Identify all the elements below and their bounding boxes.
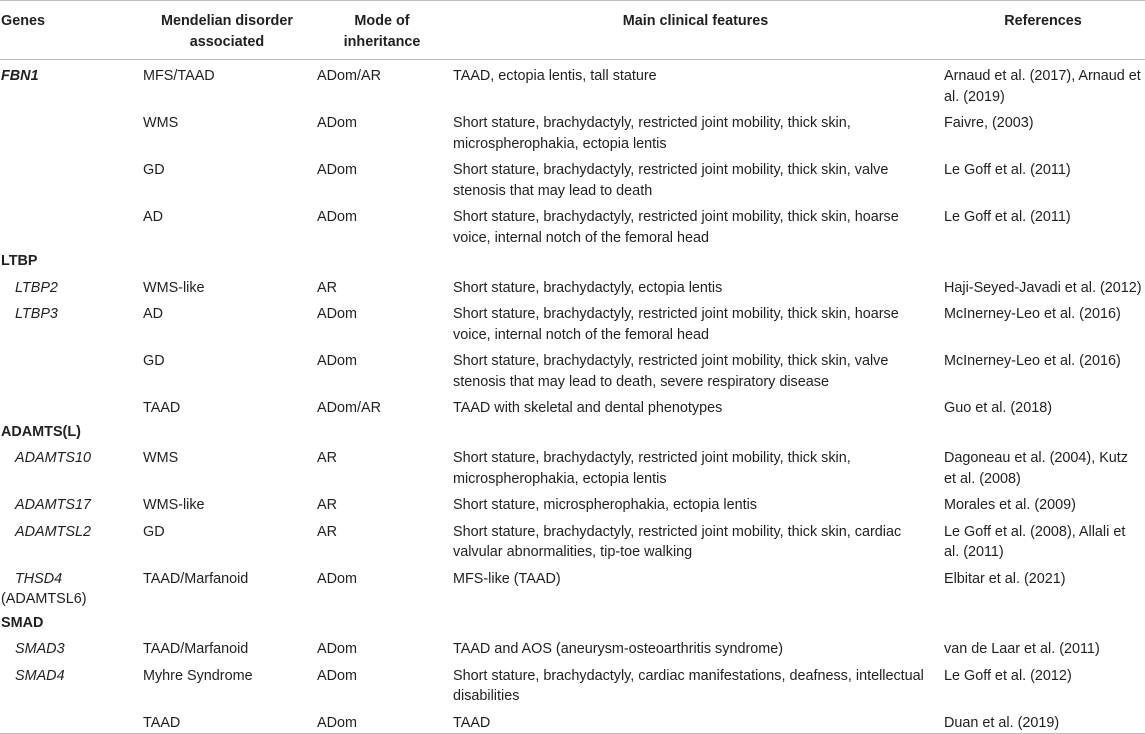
- disorder-cell: AD: [143, 306, 163, 322]
- table-row: [0, 660, 1145, 707]
- gene-cell: [0, 392, 140, 419]
- table-row: [0, 392, 1145, 419]
- disorder-cell: GD: [143, 162, 165, 178]
- reference-cell: Duan et al. (2019): [944, 714, 1060, 731]
- mode-cell: ADom: [317, 667, 357, 684]
- mode-cell: ADom/AR: [317, 400, 381, 416]
- reference-cell: Morales et al. (2009): [944, 497, 1076, 513]
- reference-cell: Le Goff et al. (2011): [944, 162, 1071, 178]
- features-cell: Short stature, brachydactyly, restricted joint mobility, thick skin, microspherophakia, ectopia lentis: [453, 450, 851, 487]
- reference-cell: Faivre, (2003): [944, 115, 1034, 131]
- gene-alias: (ADAMTSL6): [1, 591, 87, 607]
- reference-cell: Arnaud et al. (2017), Arnaud et al. (2019): [944, 68, 1141, 105]
- features-cell: Short stature, brachydactyly, restricted joint mobility, thick skin, hoarse voice, internal notch of the femoral head: [453, 209, 899, 246]
- group-row: [0, 610, 1145, 634]
- mode-cell: AR: [317, 279, 337, 296]
- disorder-cell: WMS: [143, 115, 179, 131]
- features-cell: TAAD, ectopia lentis, tall stature: [453, 68, 657, 84]
- disorder-cell: AD: [143, 209, 163, 225]
- col-header-features: Main clinical features: [622, 13, 769, 29]
- disorder-cell: WMS: [143, 450, 179, 466]
- disorder-cell: TAAD: [143, 714, 181, 731]
- reference-cell: Guo et al. (2018): [944, 400, 1052, 416]
- gene-cell: SMAD3: [15, 641, 65, 657]
- mode-cell: ADom/AR: [317, 68, 381, 84]
- col-header-references: References: [1004, 13, 1082, 29]
- mode-cell: ADom: [317, 714, 357, 731]
- table-row: [0, 60, 1145, 108]
- col-header-genes: Genes: [1, 13, 45, 29]
- table-row: [0, 345, 1145, 392]
- reference-cell: McInerney-Leo et al. (2016): [944, 306, 1121, 322]
- features-cell: Short stature, brachydactyly, ectopia lentis: [453, 279, 723, 296]
- col-header-disorder-line1: Mendelian disorder: [161, 13, 293, 29]
- disorder-cell: TAAD/Marfanoid: [143, 570, 249, 587]
- gene-cell: SMAD4: [15, 667, 65, 684]
- reference-cell: Le Goff et al. (2011): [944, 209, 1071, 225]
- table-row: [0, 201, 1145, 248]
- col-header-mode: [314, 1, 450, 60]
- features-cell: TAAD with skeletal and dental phenotypes: [453, 400, 723, 416]
- mode-cell: ADom: [317, 115, 357, 131]
- mode-cell: ADom: [317, 641, 357, 657]
- reference-cell: van de Laar et al. (2011): [944, 641, 1100, 657]
- mode-cell: ADom: [317, 353, 357, 369]
- features-cell: TAAD: [453, 714, 491, 731]
- col-header-disorder: [140, 1, 314, 60]
- disorder-cell: GD: [143, 353, 165, 369]
- gene-cell: ADAMTSL2: [15, 523, 91, 540]
- disorder-cell: Myhre Syndrome: [143, 667, 253, 684]
- group-label: ADAMTS(L): [1, 423, 81, 440]
- gene-cell: ADAMTS17: [15, 497, 91, 513]
- features-cell: Short stature, brachydactyly, restricted joint mobility, thick skin, cardiac valvular abnormalities, tip-toe walking: [453, 523, 902, 560]
- disorder-cell: MFS/TAAD: [143, 68, 215, 84]
- table-row: [0, 707, 1145, 734]
- disorder-cell: TAAD/Marfanoid: [143, 641, 249, 657]
- gene-name: THSD4: [15, 570, 63, 587]
- group-row: [0, 248, 1145, 272]
- features-cell: Short stature, microspherophakia, ectopia lentis: [453, 497, 757, 513]
- features-cell: TAAD and AOS (aneurysm-osteoarthritis syndrome): [453, 641, 784, 657]
- col-header-mode-line1: Mode of: [354, 13, 410, 29]
- reference-cell: Elbitar et al. (2021): [944, 570, 1066, 587]
- table-row: [0, 489, 1145, 516]
- mode-cell: AR: [317, 450, 337, 466]
- features-cell: Short stature, brachydactyly, restricted joint mobility, thick skin, valve stenosis that may lead to death, severe respiratory disease: [453, 353, 889, 390]
- features-cell: MFS-like (TAAD): [453, 570, 561, 587]
- table-row: [0, 516, 1145, 563]
- table-row: [0, 272, 1145, 299]
- gene-cell: [0, 563, 140, 610]
- gene-cell: [0, 345, 140, 392]
- group-label: SMAD: [1, 614, 44, 631]
- col-header-mode-line2: inheritance: [343, 34, 421, 50]
- disorder-cell: TAAD: [143, 400, 181, 416]
- gene-cell: ADAMTS10: [15, 450, 91, 466]
- gene-cell: [0, 154, 140, 201]
- mode-cell: ADom: [317, 209, 357, 225]
- reference-cell: Haji-Seyed-Javadi et al. (2012): [944, 279, 1142, 296]
- group-label: LTBP: [1, 253, 38, 269]
- features-cell: Short stature, brachydactyly, restricted joint mobility, thick skin, hoarse voice, internal notch of the femoral head: [453, 306, 899, 343]
- features-cell: Short stature, brachydactyly, restricted joint mobility, thick skin, valve stenosis that may lead to death: [453, 162, 889, 199]
- disorder-cell: WMS-like: [143, 279, 205, 296]
- mode-cell: AR: [317, 497, 337, 513]
- gene-cell: LTBP2: [15, 279, 58, 296]
- gene-cell: [0, 707, 140, 734]
- table-row: [0, 563, 1145, 610]
- table-row: [0, 298, 1145, 345]
- table-header: [0, 1, 1145, 60]
- gene-cell: LTBP3: [15, 306, 58, 322]
- disorder-cell: GD: [143, 523, 165, 540]
- mode-cell: AR: [317, 523, 337, 540]
- header-row: [0, 1, 1145, 60]
- col-header-disorder-line2: associated: [189, 34, 265, 50]
- gene-name: FBN1: [1, 68, 39, 84]
- reference-cell: McInerney-Leo et al. (2016): [944, 353, 1121, 369]
- table-row: [0, 154, 1145, 201]
- mode-cell: ADom: [317, 570, 357, 587]
- gene-cell: [0, 201, 140, 248]
- features-cell: Short stature, brachydactyly, cardiac manifestations, deafness, intellectual disabilities: [453, 667, 924, 704]
- table-row: [0, 442, 1145, 489]
- gene-cell: [0, 107, 140, 154]
- group-row: [0, 419, 1145, 443]
- table-row: [0, 633, 1145, 660]
- reference-cell: Le Goff et al. (2012): [944, 667, 1072, 684]
- features-cell: Short stature, brachydactyly, restricted joint mobility, thick skin, microspherophakia, ectopia lentis: [453, 115, 851, 152]
- table-row: [0, 107, 1145, 154]
- mode-cell: ADom: [317, 306, 357, 322]
- mode-cell: ADom: [317, 162, 357, 178]
- reference-cell: Le Goff et al. (2008), Allali et al. (2011): [944, 523, 1126, 560]
- reference-cell: Dagoneau et al. (2004), Kutz et al. (2008): [944, 450, 1129, 487]
- disorder-cell: WMS-like: [143, 497, 205, 513]
- gene-cell: [0, 60, 140, 108]
